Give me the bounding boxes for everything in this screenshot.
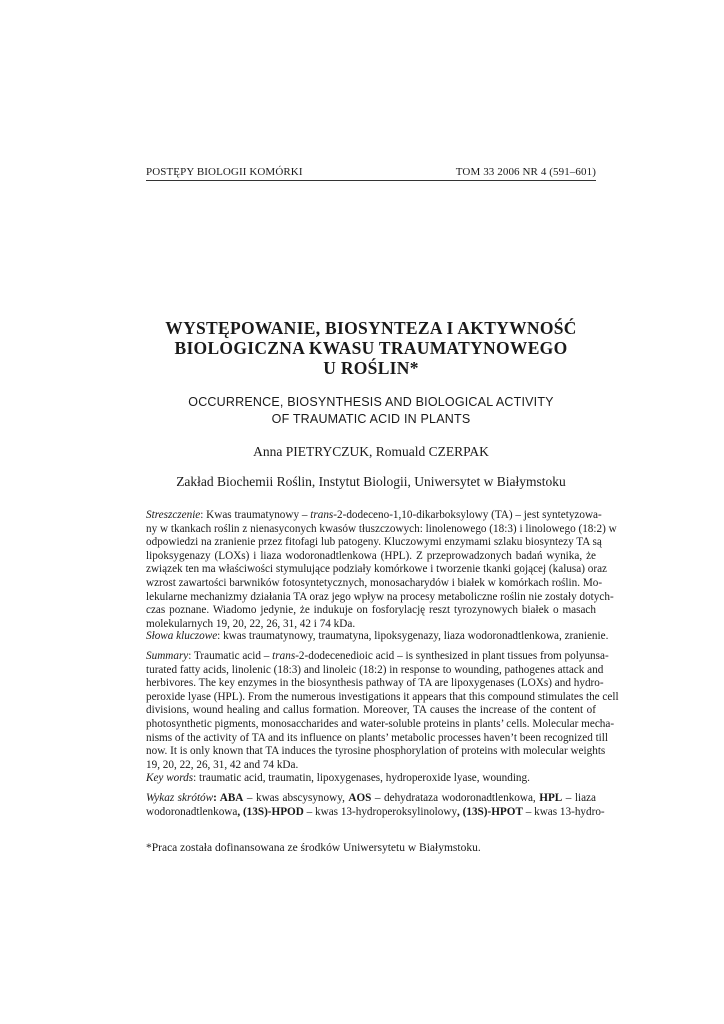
abstract-english (146, 650, 619, 772)
title-pl-line: WYSTĘPOWANIE, BIOSYNTEZA I AKTYWNOŚĆ (165, 318, 577, 338)
abstract-line: wzrost zawartości barwników fotosyntetycznych, monosacharydów i białek w komórkach roślin. Mo- (146, 576, 603, 589)
title-en-line: OCCURRENCE, BIOSYNTHESIS AND BIOLOGICAL ACTIVITY (188, 395, 554, 409)
keywords-en-label: Key words (146, 772, 194, 784)
summary-line: 19, 20, 22, 26, 31, 42 and 74 kDa. (146, 758, 299, 771)
affiliation: Zakład Biochemii Roślin, Instytut Biologii, Uniwersytet w Białymstoku (176, 474, 566, 489)
keywords-pl-label: Słowa kluczowe (146, 630, 218, 642)
abstract-line: Streszczenie: Kwas traumatynowy – trans-2-dodeceno-1,10-dikarboksylowy (TA) – jest syntetyzowa- (146, 509, 602, 521)
summary-line: peroxide lyase (HPL). From the numerous investigations it appears that this compound stimulates the cell (146, 690, 619, 703)
abstract-line: czas poznane. Wiadomo jedynie, że indukuje on fosforylację reszt tyrozynowych białek o masach (146, 604, 596, 617)
summary-line: herbivores. The key enzymes in the biosynthesis pathway of TA are lipoxygenases (LOXs) and hydro- (146, 677, 604, 690)
authors: Anna PIETRYCZUK, Romuald CZERPAK (253, 444, 489, 459)
abbreviations: Wykaz skrótów: ABA – kwas abscysynowy, AOS – dehydrataza wodoronadtlenkowa, HPL – liaza wodoronadtlenkowa, (13S)-HPOD – kwas 13-hydroperoksylinolowy, (13S)-HPOT – kwas 13-hydro- (146, 792, 605, 818)
summary-line: photosynthetic pigments, monosaccharides and water-soluble proteins in plants’ cells. Molecular mecha- (146, 717, 615, 730)
summary-line: now. It is only known that TA induces the tyrosine phosphorylation of proteins with molecular weights (146, 745, 606, 758)
journal-name: POSTĘPY BIOLOGII KOMÓRKI (146, 166, 303, 178)
volume-info: TOM 33 2006 NR 4 (591–601) (455, 166, 596, 178)
abstract-line: ny w tkankach roślin z nienasyconych kwasów tłuszczowych: linolenowego (18:3) i linolowego (18:2) w (146, 522, 617, 535)
keywords-pl-text: : kwas traumatynowy, traumatyna, lipoksygenazy, liaza wodoronadtlenkowa, zranienie. (217, 630, 609, 642)
abstract-line: odpowiedzi na zranienie przez fitofagi lub patogeny. Kluczowymi enzymami szlaku biosyntezy TA są (146, 536, 602, 549)
title-pl-line: BIOLOGICZNA KWASU TRAUMATYNOWEGO (174, 338, 568, 358)
abstract-line: molekularnych 19, 20, 22, 26, 31, 42 i 74 kDa. (146, 617, 356, 630)
summary-line: turated fatty acids, linolenic (18:3) and linoleic (18:2) in response to wounding, pathogenes attack and (146, 663, 604, 676)
keywords-en-text: : traumatic acid, traumatin, lipoxygenases, hydroperoxide lyase, wounding. (193, 772, 530, 784)
keywords-polish (146, 630, 609, 644)
summary-line: Summary: Traumatic acid – trans-2-dodecenedioic acid – is synthesized in plant tissues from polyunsa- (146, 650, 609, 662)
title-pl-line: U ROŚLIN* (323, 358, 419, 378)
title-polish (146, 318, 596, 378)
abstract-line: lipoksygenazy (LOXs) i liaza wodoronadtlenkowa (HPL). Z przeprowadzonych badań wynika, że (146, 549, 596, 562)
abstract-line: związek ten ma właściwości stymulujące podziały komórkowe i tworzenie tkanki gojącej (kalusa) oraz (146, 563, 608, 576)
title-en-line: OF TRAUMATIC ACID IN PLANTS (271, 412, 471, 426)
summary-line: divisions, wound healing and callus formation. Moreover, TA causes the increase of the content of (146, 704, 596, 717)
title-english (146, 394, 596, 428)
keywords-english (146, 772, 596, 786)
abbreviations-label: Wykaz skrótów (146, 792, 214, 804)
abstract-polish (146, 509, 617, 631)
summary-label: Summary (146, 650, 189, 662)
funding-footnote: *Praca została dofinansowana ze środków Uniwersytetu w Białymstoku. (146, 842, 481, 854)
abstract-label: Streszczenie (146, 509, 201, 521)
summary-line: nisms of the activity of TA and its influence on plants’ metabolic processes haven’t been recognized till (146, 731, 609, 744)
abstract-line: lekularne mechanizmy działania TA oraz jego wpływ na procesy metaboliczne roślin nie zostały dotych- (146, 590, 614, 603)
header-rule (146, 180, 596, 181)
